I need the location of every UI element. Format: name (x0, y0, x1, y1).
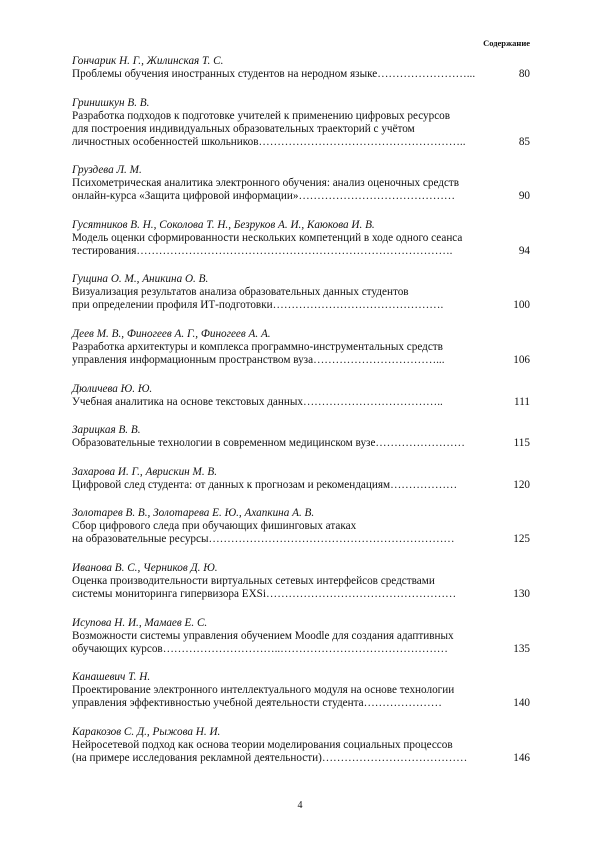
toc-entry-title-line (72, 697, 530, 710)
toc-entry-title-line (72, 575, 530, 588)
toc-entry-title-line (72, 739, 530, 752)
toc-entry-title-text: Модель оценки сформированности нескольких компетенций в ходе одного сеанса (72, 231, 463, 244)
toc-entry-authors: Канашевич Т. Н. (72, 671, 151, 684)
toc-entry-authors: Гринишкун В. В. (72, 96, 150, 109)
toc-entry-title-line (72, 437, 530, 450)
toc-entry-title-line (72, 588, 530, 601)
toc-entry-title-text: Психометрическая аналитика электронного обучения: анализ оценочных средств (72, 177, 460, 190)
toc-entry-page: 106 (513, 353, 530, 366)
toc-entry-title-text: при определении профиля ИТ-подготовки………………………………………. (72, 299, 444, 312)
toc-entry-title-text: Визуализация результатов анализа образовательных данных студентов (72, 286, 409, 299)
toc-entry-title-text: Сбор цифрового следа при обучающих фишинговых атаках (72, 520, 357, 533)
toc-entry[interactable] (72, 726, 530, 765)
toc-entry[interactable] (72, 55, 530, 81)
toc-entry-authors: Каракозов С. Д., Рыжова Н. И. (72, 725, 221, 738)
toc-entry-authors: Деев М. В., Финогеев А. Г., Финогеев А. А. (72, 327, 271, 340)
toc-entry-title-line (72, 341, 530, 354)
toc-entry-page: 111 (514, 395, 530, 408)
toc-entry-title-text: на образовательные ресурсы………………………………………………………… (72, 533, 455, 546)
toc-entry-title-text: Образовательные технологии в современном медицинском вузе…………………… (72, 437, 465, 450)
toc-entry-title-line (72, 190, 530, 203)
toc-entry-page: 94 (518, 244, 530, 257)
toc-entry-page: 115 (513, 437, 530, 450)
toc-entry-page: 140 (513, 697, 530, 710)
toc-entry-authors: Гущина О. М., Аникина О. В. (72, 273, 209, 286)
toc-entry[interactable] (72, 273, 530, 312)
toc-entry-authors: Зарицкая В. В. (72, 424, 141, 437)
toc-entry-title-line (72, 286, 530, 299)
toc-entry-title-text: системы мониторинга гипервизора EXSi…………………………………………… (72, 587, 457, 600)
table-of-contents (72, 55, 530, 780)
toc-entry-page: 80 (518, 68, 530, 80)
toc-entry-title-text: Учебная аналитика на основе текстовых данных……………………………….. (72, 395, 443, 408)
toc-entry-authors: Исупова Н. И., Мамаев Е. С. (72, 616, 208, 629)
toc-entry[interactable] (72, 383, 530, 409)
toc-entry-page: 85 (518, 135, 530, 148)
toc-entry-title-line (72, 245, 530, 258)
toc-entry-page: 146 (513, 751, 530, 764)
toc-entry-title-text: Проблемы обучения иностранных студентов на неродном языке……………………... (72, 68, 476, 80)
toc-entry-authors: Дюличева Ю. Ю. (72, 382, 153, 395)
toc-entry-title-text: Оценка производительности виртуальных сетевых интерфейсов средствами (72, 574, 435, 587)
toc-entry-title-line (72, 68, 530, 81)
toc-entry-title-line (72, 396, 530, 409)
toc-entry-title-line (72, 533, 530, 546)
toc-entry-title-text: тестирования…………………………………………………………………………. (72, 244, 453, 257)
toc-entry-title-line (72, 177, 530, 190)
toc-entry-title-text: Разработка подходов к подготовке учителей к применению цифровых ресурсов (72, 109, 451, 122)
toc-entry-authors: Груздева Л. М. (72, 164, 142, 177)
toc-entry-authors: Захарова И. Г., Аврискин М. В. (72, 465, 218, 478)
toc-entry-title-text: для построения индивидуальных образовательных траекторий с учётом (72, 122, 415, 135)
toc-entry-title-line (72, 752, 530, 765)
toc-entry-title-line (72, 630, 530, 643)
toc-entry-page: 135 (513, 642, 530, 655)
toc-entry-title-line (72, 232, 530, 245)
toc-entry-title-text: управления информационным пространством вуза……………………………... (72, 353, 445, 366)
toc-entry-title-line (72, 299, 530, 312)
toc-entry-title-text: Нейросетевой подход как основа теории моделирования социальных процессов (72, 738, 453, 751)
toc-entry[interactable] (72, 562, 530, 601)
running-header: Содержание (483, 38, 530, 48)
toc-entry[interactable] (72, 671, 530, 710)
toc-entry[interactable] (72, 466, 530, 492)
toc-entry-page: 130 (513, 587, 530, 600)
toc-entry-title-text: обучающих курсов…………………………..……………………………………… (72, 642, 448, 655)
toc-entry-title-line (72, 354, 530, 367)
toc-entry-authors: Гончарик Н. Г., Жилинская Т. С. (72, 55, 224, 67)
page-number: 4 (297, 800, 303, 811)
toc-entry-authors: Золотарев В. В., Золотарева Е. Ю., Ахапкина А. В. (72, 507, 315, 520)
toc-entry[interactable] (72, 617, 530, 656)
toc-entry-title-text: Цифровой след студента: от данных к прогнозам и рекомендациям……………… (72, 478, 458, 491)
toc-entry[interactable] (72, 328, 530, 367)
toc-entry-authors: Гусятников В. Н., Соколова Т. Н., Безруков А. И., Каюкова И. В. (72, 218, 375, 231)
toc-entry-title-text: личностных особенностей школьников……………………………………………….. (72, 135, 466, 148)
toc-entry-page: 120 (513, 478, 530, 491)
toc-entry-title-line (72, 643, 530, 656)
toc-entry-title-line (72, 110, 530, 123)
toc-entry-title-text: Разработка архитектуры и комплекса программно-инструментальных средств (72, 340, 443, 353)
toc-entry-title-line (72, 520, 530, 533)
toc-entry-page: 125 (513, 533, 530, 546)
toc-entry-page: 100 (513, 299, 530, 312)
toc-entry[interactable] (72, 424, 530, 450)
toc-entry[interactable] (72, 97, 530, 149)
toc-entry[interactable] (72, 219, 530, 258)
toc-entry-title-text: (на примере исследования рекламной деятельности)………………………………… (72, 751, 468, 764)
toc-entry-page: 90 (518, 190, 530, 203)
toc-entry-title-text: Возможности системы управления обучением Moodle для создания адаптивных (72, 629, 454, 642)
toc-entry-title-line (72, 136, 530, 149)
toc-entry-title-line (72, 479, 530, 492)
toc-entry-title-text: управления эффективностью учебной деятельности студента………………… (72, 697, 442, 710)
toc-entry[interactable] (72, 507, 530, 546)
toc-entry-title-text: Проектирование электронного интеллектуального модуля на основе технологии (72, 684, 455, 697)
toc-entry-authors: Иванова В. С., Черников Д. Ю. (72, 561, 218, 574)
toc-entry-title-text: онлайн-курса «Защита цифровой информации»…………………………………… (72, 190, 456, 203)
toc-entry-title-line (72, 684, 530, 697)
toc-entry-title-line (72, 123, 530, 136)
toc-entry[interactable] (72, 164, 530, 203)
